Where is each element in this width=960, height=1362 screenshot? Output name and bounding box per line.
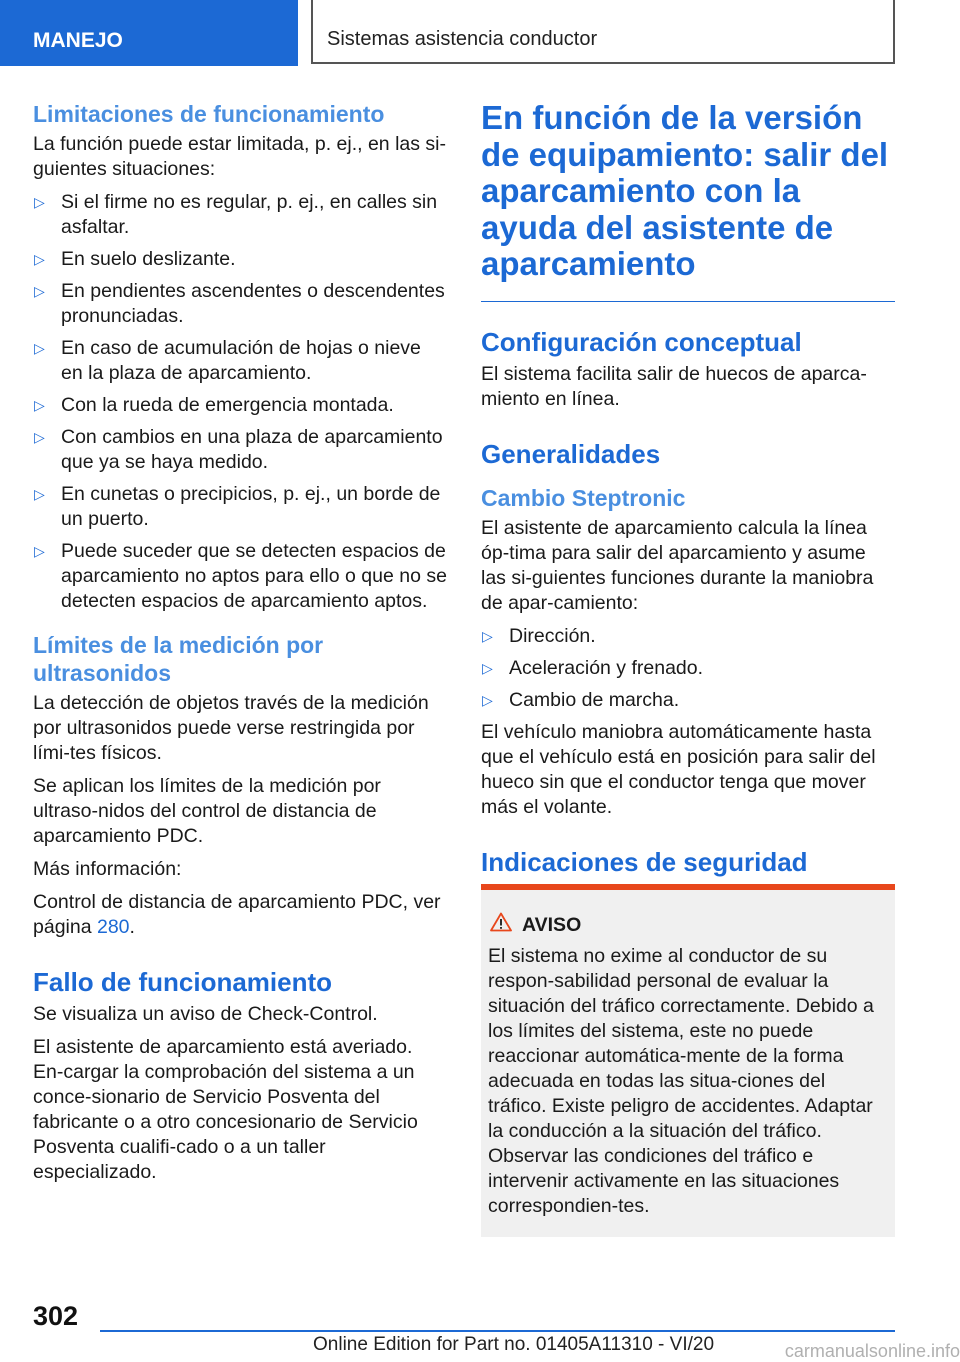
list-item: ▷ Con la rueda de emergencia montada. <box>34 394 394 416</box>
heading-limitaciones: Limitaciones de funcionamiento <box>33 101 385 127</box>
steptronic-p1: El asistente de aparcamiento calcula la línea óp-tima para salir del aparcamiento y asume las si-guientes funciones durante la maniobra de apar-camiento: <box>481 516 874 614</box>
fallo-p1: Se visualiza un aviso de Check-Control. <box>33 1003 378 1025</box>
triangle-right-icon: ▷ <box>34 543 45 559</box>
heading-configuracion: Configuración conceptual <box>481 326 802 357</box>
triangle-right-icon: ▷ <box>34 194 45 210</box>
left-column <box>33 100 447 1193</box>
triangle-right-icon: ▷ <box>34 486 45 502</box>
triangle-right-icon: ▷ <box>482 691 493 708</box>
steptronic-p2: El vehículo maniobra automáticamente hasta que el vehículo está en posición para salir del hueco sin que el conductor tenga que mover más el volante. <box>481 720 876 818</box>
heading-steptronic: Cambio Steptronic <box>481 484 686 511</box>
triangle-right-icon: ▷ <box>34 429 45 445</box>
chapter-title: Sistemas asistencia conductor <box>327 28 598 50</box>
limites-p1: La detección de objetos través de la medición por ultrasonidos puede verse restringida por lími-tes físicos. <box>33 692 429 764</box>
page-footer <box>0 1290 960 1362</box>
title-divider <box>481 301 895 302</box>
warning-text: El sistema no exime al conductor de su respon-sabilidad personal de evaluar la situación del tráfico correctamente. Debido a los límites del sistema, este no puede reaccionar automática-mente de la forma adecuada en todas las situa-ciones del tráfico. Existe peligro de accidentes. Adaptar la conducción a la situación del tráfico. Observar las condiciones del tráfico e intervenir activamente en las situaciones correspondien-tes. <box>488 944 874 1217</box>
warning-triangle-icon <box>490 912 512 939</box>
list-item: ▷ Cambio de marcha. <box>482 688 680 711</box>
edition-text: Online Edition for Part no. 01405A11310 - VI/20 <box>313 1334 715 1355</box>
triangle-right-icon: ▷ <box>34 340 45 356</box>
configuracion-p1: El sistema facilita salir de huecos de aparca-miento en línea. <box>481 362 867 410</box>
section-tab: MANEJO <box>0 0 298 66</box>
footer-divider <box>100 1330 895 1332</box>
list-item: ▷ En suelo deslizante. <box>34 248 236 270</box>
triangle-right-icon: ▷ <box>34 283 45 299</box>
page-header <box>0 0 960 66</box>
list-item: ▷ Dirección. <box>482 624 596 647</box>
triangle-right-icon: ▷ <box>482 627 493 644</box>
heading-seguridad: Indicaciones de seguridad <box>481 846 808 877</box>
watermark: carmanualsonline.info <box>784 1341 960 1361</box>
limites-p3: Más información: <box>33 858 182 880</box>
warning-box <box>481 884 895 1237</box>
triangle-right-icon: ▷ <box>482 659 493 676</box>
list-item: ▷ En caso de acumulación de hojas o nieve en la plaza de aparcamiento. <box>34 337 421 384</box>
list-item: ▷ Con cambios en una plaza de aparcamiento que ya se haya medido. <box>34 426 443 473</box>
chapter-main-title: En función de la versión de equipamiento: salir del aparcamiento con la ayuda del asistente de aparcamiento <box>481 99 889 282</box>
triangle-right-icon: ▷ <box>34 251 45 267</box>
triangle-right-icon: ▷ <box>34 397 45 413</box>
heading-limites: Límites de la medición por ultrasonidos <box>33 632 324 686</box>
chapter-box <box>311 0 895 64</box>
limites-p4: Control de distancia de aparcamiento PDC, ver página 280. <box>33 891 441 938</box>
limitaciones-intro: La función puede estar limitada, p. ej., en las si-guientes situaciones: <box>33 133 446 180</box>
warning-label: AVISO <box>522 913 582 936</box>
steptronic-list <box>481 624 895 713</box>
page-link[interactable]: 280 <box>96 916 130 938</box>
list-item: ▷ Aceleración y frenado. <box>482 656 704 679</box>
right-column <box>481 100 895 1237</box>
limitaciones-list <box>33 190 447 614</box>
fallo-p2: El asistente de aparcamiento está averiado. En-cargar la comprobación del sistema a un conce-sionario de Servicio Posventa del fabricante o a otro concesionario de Servicio Posventa cualifi-cado o a un taller especializado. <box>33 1036 418 1183</box>
list-item: ▷ Si el firme no es regular, p. ej., en calles sin asfaltar. <box>34 191 438 238</box>
limites-p2: Se aplican los límites de la medición por ultraso-nidos del control de distancia de aparcamiento PDC. <box>33 775 381 847</box>
heading-generalidades: Generalidades <box>481 438 661 469</box>
heading-fallo: Fallo de funcionamiento <box>33 967 333 997</box>
page-number: 302 <box>33 1301 79 1331</box>
list-item: ▷ Puede suceder que se detecten espacios de aparcamiento no aptos para ello o que no se detecten espacios de aparcamiento aptos. <box>34 540 447 612</box>
warning-header <box>488 912 887 938</box>
list-item: ▷ En cunetas o precipicios, p. ej., un borde de un puerto. <box>34 483 441 530</box>
list-item: ▷ En pendientes ascendentes o descendentes pronunciadas. <box>34 280 445 327</box>
